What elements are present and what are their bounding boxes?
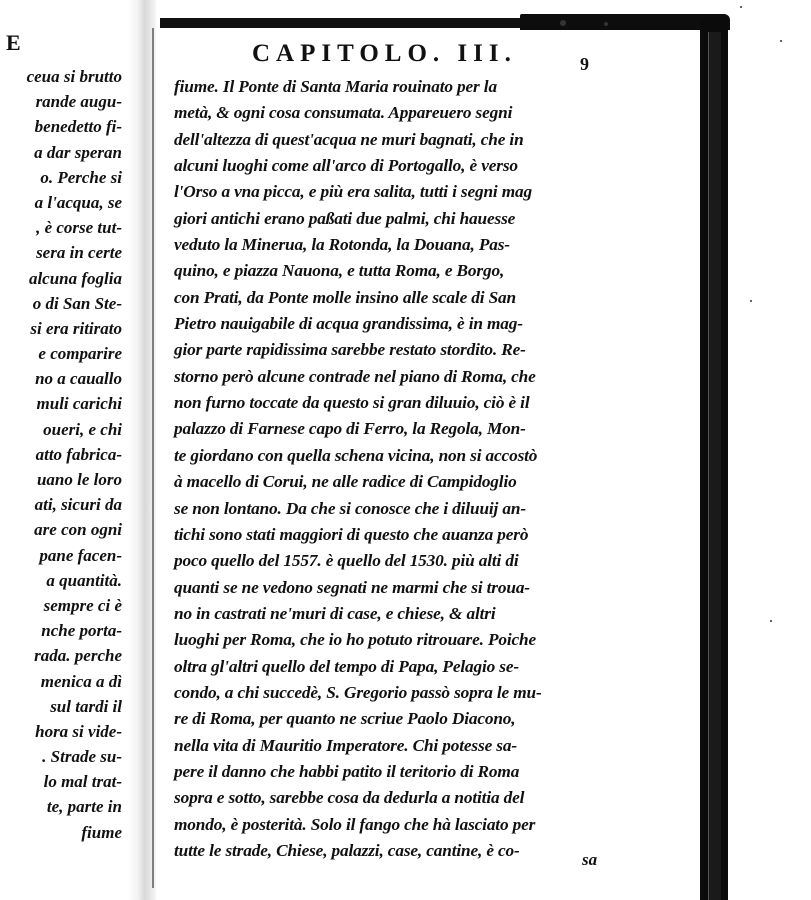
main-text-line: l'Orso a vna picca, e più era salita, tutti i segni mag xyxy=(174,182,533,202)
left-text-line: are con ogni xyxy=(34,520,122,540)
page-number: 9 xyxy=(580,54,589,74)
main-text-line: Pietro nauigabile di acqua grandissima, è in mag- xyxy=(174,314,523,334)
left-text-line: . Strade su- xyxy=(42,747,122,767)
left-text-line: muli carichi xyxy=(36,394,122,414)
main-text-line: mondo, è posterità. Solo il fango che hà lasciato per xyxy=(174,814,536,834)
left-text-line: sera in certe xyxy=(36,243,122,263)
left-text-line: menica a dì xyxy=(40,671,122,691)
gutter-fold-line xyxy=(152,28,154,888)
left-text-line: rande augu- xyxy=(35,92,122,112)
left-text-line: ceua si brutto xyxy=(26,67,122,86)
main-text-line: poco quello del 1557. è quello del 1530. più alti di xyxy=(174,551,519,571)
main-text-line: quanti se ne vedono segnati ne marmi che si troua- xyxy=(174,577,530,597)
main-text-line: fiume. Il Ponte di Santa Maria rouinato per la xyxy=(174,77,497,96)
left-text-line: si era ritirato xyxy=(30,318,122,338)
main-text-line: gior parte rapidissima sarebbe restato stordito. Re- xyxy=(174,340,526,360)
left-text-line: a quantità. xyxy=(46,570,122,590)
print-speck xyxy=(780,40,782,42)
left-text-line: atto fabrica- xyxy=(35,444,122,464)
left-text-line: nche porta- xyxy=(41,621,122,641)
main-text-line: tichi sono stati maggiori di questo che auanza però xyxy=(174,524,529,544)
left-text-line: fiume xyxy=(81,822,122,842)
main-text-line: quino, e piazza Nauona, e tutta Roma, e Borgo, xyxy=(174,261,505,281)
left-text-line: rada. perche xyxy=(34,646,122,666)
binding-top-edge xyxy=(520,14,730,30)
left-text-line: e comparire xyxy=(38,344,122,364)
chapter-header: CAPITOLO. III. xyxy=(252,40,517,67)
left-text-line: pane facen- xyxy=(39,545,122,565)
left-text-line: alcuna foglia xyxy=(28,268,122,288)
left-text-line: sempre ci è xyxy=(43,595,122,615)
main-text-line: no in castrati ne'muri di case, e chiese, & altri xyxy=(174,603,496,623)
main-text-line: non furno toccate da questo si gran diluuio, ciò è il xyxy=(174,393,530,413)
left-page xyxy=(0,0,132,900)
print-speck xyxy=(740,6,742,8)
left-text-line: o di San Ste- xyxy=(32,293,122,313)
main-text-line: nella vita di Mauritio Imperatore. Chi potesse sa- xyxy=(174,735,517,755)
left-running-head: E xyxy=(6,30,22,55)
left-text-line: uano le loro xyxy=(36,470,122,489)
main-text-line: condo, a chi succedè, S. Gregorio passò sopra le mu- xyxy=(174,682,542,702)
catchword: sa xyxy=(582,850,598,869)
print-speck xyxy=(750,300,752,302)
left-text-line: a dar speran xyxy=(34,142,122,162)
main-text-line: dell'altezza di quest'acqua ne muri bagnati, che in xyxy=(174,129,524,149)
left-text-line: oueri, e chi xyxy=(43,419,122,439)
left-text-line: hora si vide- xyxy=(35,721,122,741)
left-text-line: sul tardi il xyxy=(50,696,122,716)
left-text-line: o. Perche si xyxy=(40,167,122,187)
left-text-line: a l'acqua, se xyxy=(34,192,122,212)
main-text-line: te giordano con quella schena vicina, non si accostò xyxy=(174,445,538,465)
main-text-line: sopra e sotto, sarebbe cosa da dedurla a notitia del xyxy=(174,788,525,808)
main-text-line: luoghi per Roma, che io ho potuto ritrouare. Poiche xyxy=(174,630,537,650)
main-text-line: metà, & ogni cosa consumata. Appareuero segni xyxy=(174,103,513,123)
main-page-text xyxy=(174,74,626,864)
print-speck xyxy=(560,20,566,26)
main-text-line: veduto la Minerua, la Rotonda, la Douana, Pas- xyxy=(174,235,510,255)
print-speck xyxy=(604,22,608,26)
left-text-line: lo mal trat- xyxy=(43,772,122,792)
main-text-line: con Prati, da Ponte molle insino alle scale di San xyxy=(174,287,516,307)
left-text-line: benedetto fi- xyxy=(34,117,122,137)
main-text-line: re di Roma, per quanto ne scriue Paolo Diacono, xyxy=(174,709,516,729)
main-text-line: à macello di Corui, ne alle radice di Campidoglio xyxy=(174,472,517,492)
left-text-line: , è corse tut- xyxy=(36,218,122,238)
main-text-line: se non lontano. Da che si conosce che i diluuij an- xyxy=(174,498,526,518)
left-text-line: te, parte in xyxy=(46,797,122,817)
main-text-line: alcuni luoghi come all'arco di Portogallo, è verso xyxy=(174,156,518,176)
book-binding-inner xyxy=(708,32,721,900)
main-text-line: pere il danno che habbi patito il teritorio di Roma xyxy=(174,761,520,781)
main-text-line: oltra gl'altri quello del tempo di Papa, Pelagio se- xyxy=(174,656,519,676)
main-text-line: giori antichi erano paßati due palmi, chi hauesse xyxy=(174,208,516,228)
print-speck xyxy=(770,620,772,622)
main-text-line: palazzo di Farnese capo di Ferro, la Regola, Mon- xyxy=(174,419,526,439)
left-text-line: ati, sicuri da xyxy=(34,495,122,515)
main-text-line: storno però alcune contrade nel piano di Roma, che xyxy=(174,366,536,386)
left-page-text xyxy=(0,64,122,845)
main-text-line: tutte le strade, Chiese, palazzi, case, cantine, è co- xyxy=(174,840,520,860)
left-text-line: no a cauallo xyxy=(35,369,122,389)
